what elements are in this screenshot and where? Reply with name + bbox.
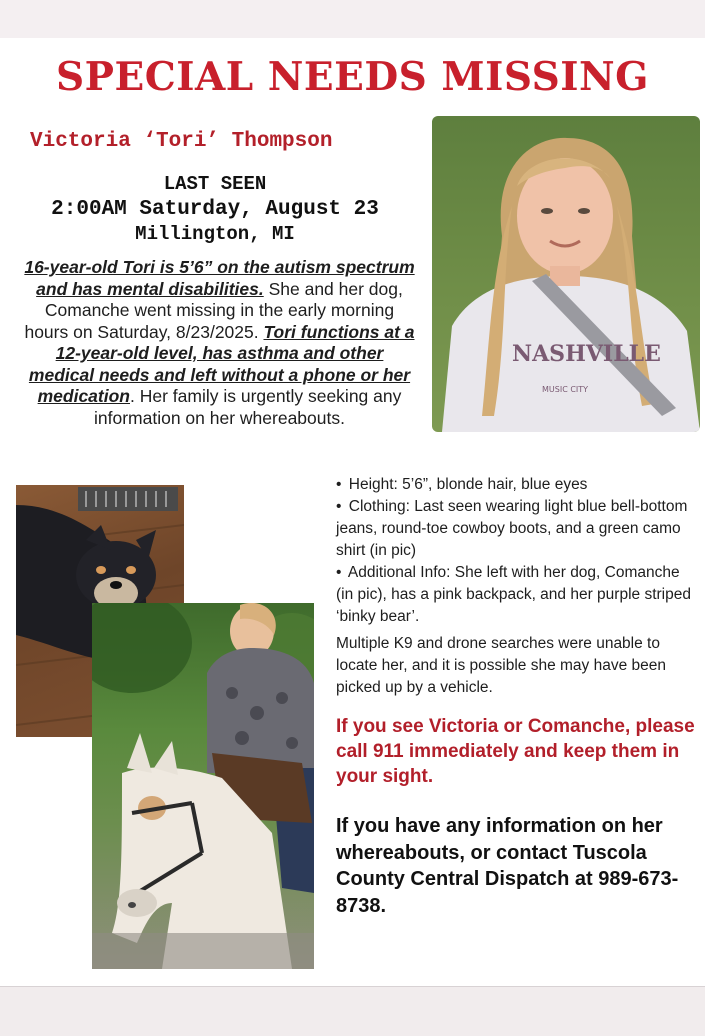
call-911-notice: If you see Victoria or Comanche, please call 911 immediately and keep them in your sight. xyxy=(336,716,695,787)
story-paragraph xyxy=(22,257,417,429)
shirt-print-sub: MUSIC CITY xyxy=(542,385,589,394)
story-emphasis-2: Tori functions at a 12-year-old level, has asthma and other medical needs and left without a phone or her medication xyxy=(28,321,415,406)
flyer-headline: SPECIAL NEEDS MISSING xyxy=(55,54,649,100)
tori-portrait-photo xyxy=(432,116,700,432)
story-emphasis-1: 16-year-old Tori is 5’6” on the autism spectrum and has mental disabilities. xyxy=(24,257,415,299)
missing-person-name: Victoria ‘Tori’ Thompson xyxy=(30,130,333,153)
bullet-icon: • xyxy=(336,564,342,581)
last-seen-time: 2:00AM Saturday, August 23 xyxy=(51,198,379,221)
story-text-2: . Her family is urgently seeking any information on her whereabouts. xyxy=(94,386,402,428)
detail-clothing: • Clothing: Last seen wearing light blue bell-bottom jeans, round-toe cowboy boots, and a green camo shirt (in pic) xyxy=(336,498,688,559)
bullet-icon: • xyxy=(336,476,342,493)
detail-additional-info: • Additional Info: She left with her dog, Comanche (in pic), has a pink backpack, and her purple striped ‘binky bear’. xyxy=(336,564,691,625)
last-seen-place: Millington, MI xyxy=(135,223,295,245)
footer-band xyxy=(0,986,705,1036)
bullet-icon: • xyxy=(336,498,342,515)
tori-horse-photo xyxy=(92,603,314,969)
last-seen-label: LAST SEEN xyxy=(163,173,267,195)
contact-info: If you have any information on her whereabouts, or contact Tuscola County Central Dispatch at 989-673-8738. xyxy=(336,815,679,917)
search-note: Multiple K9 and drone searches were unable to locate her, and it is possible she may have been picked up by a vehicle. xyxy=(336,635,667,696)
story-text-1: She and her dog, Comanche went missing in the early morning hours on Saturday, 8/23/2025. xyxy=(24,278,403,342)
shirt-print: NASHVILLE xyxy=(512,341,661,367)
last-seen-block xyxy=(20,172,410,247)
detail-height: • Height: 5’6”, blonde hair, blue eyes xyxy=(336,476,588,493)
details-list xyxy=(336,474,698,628)
